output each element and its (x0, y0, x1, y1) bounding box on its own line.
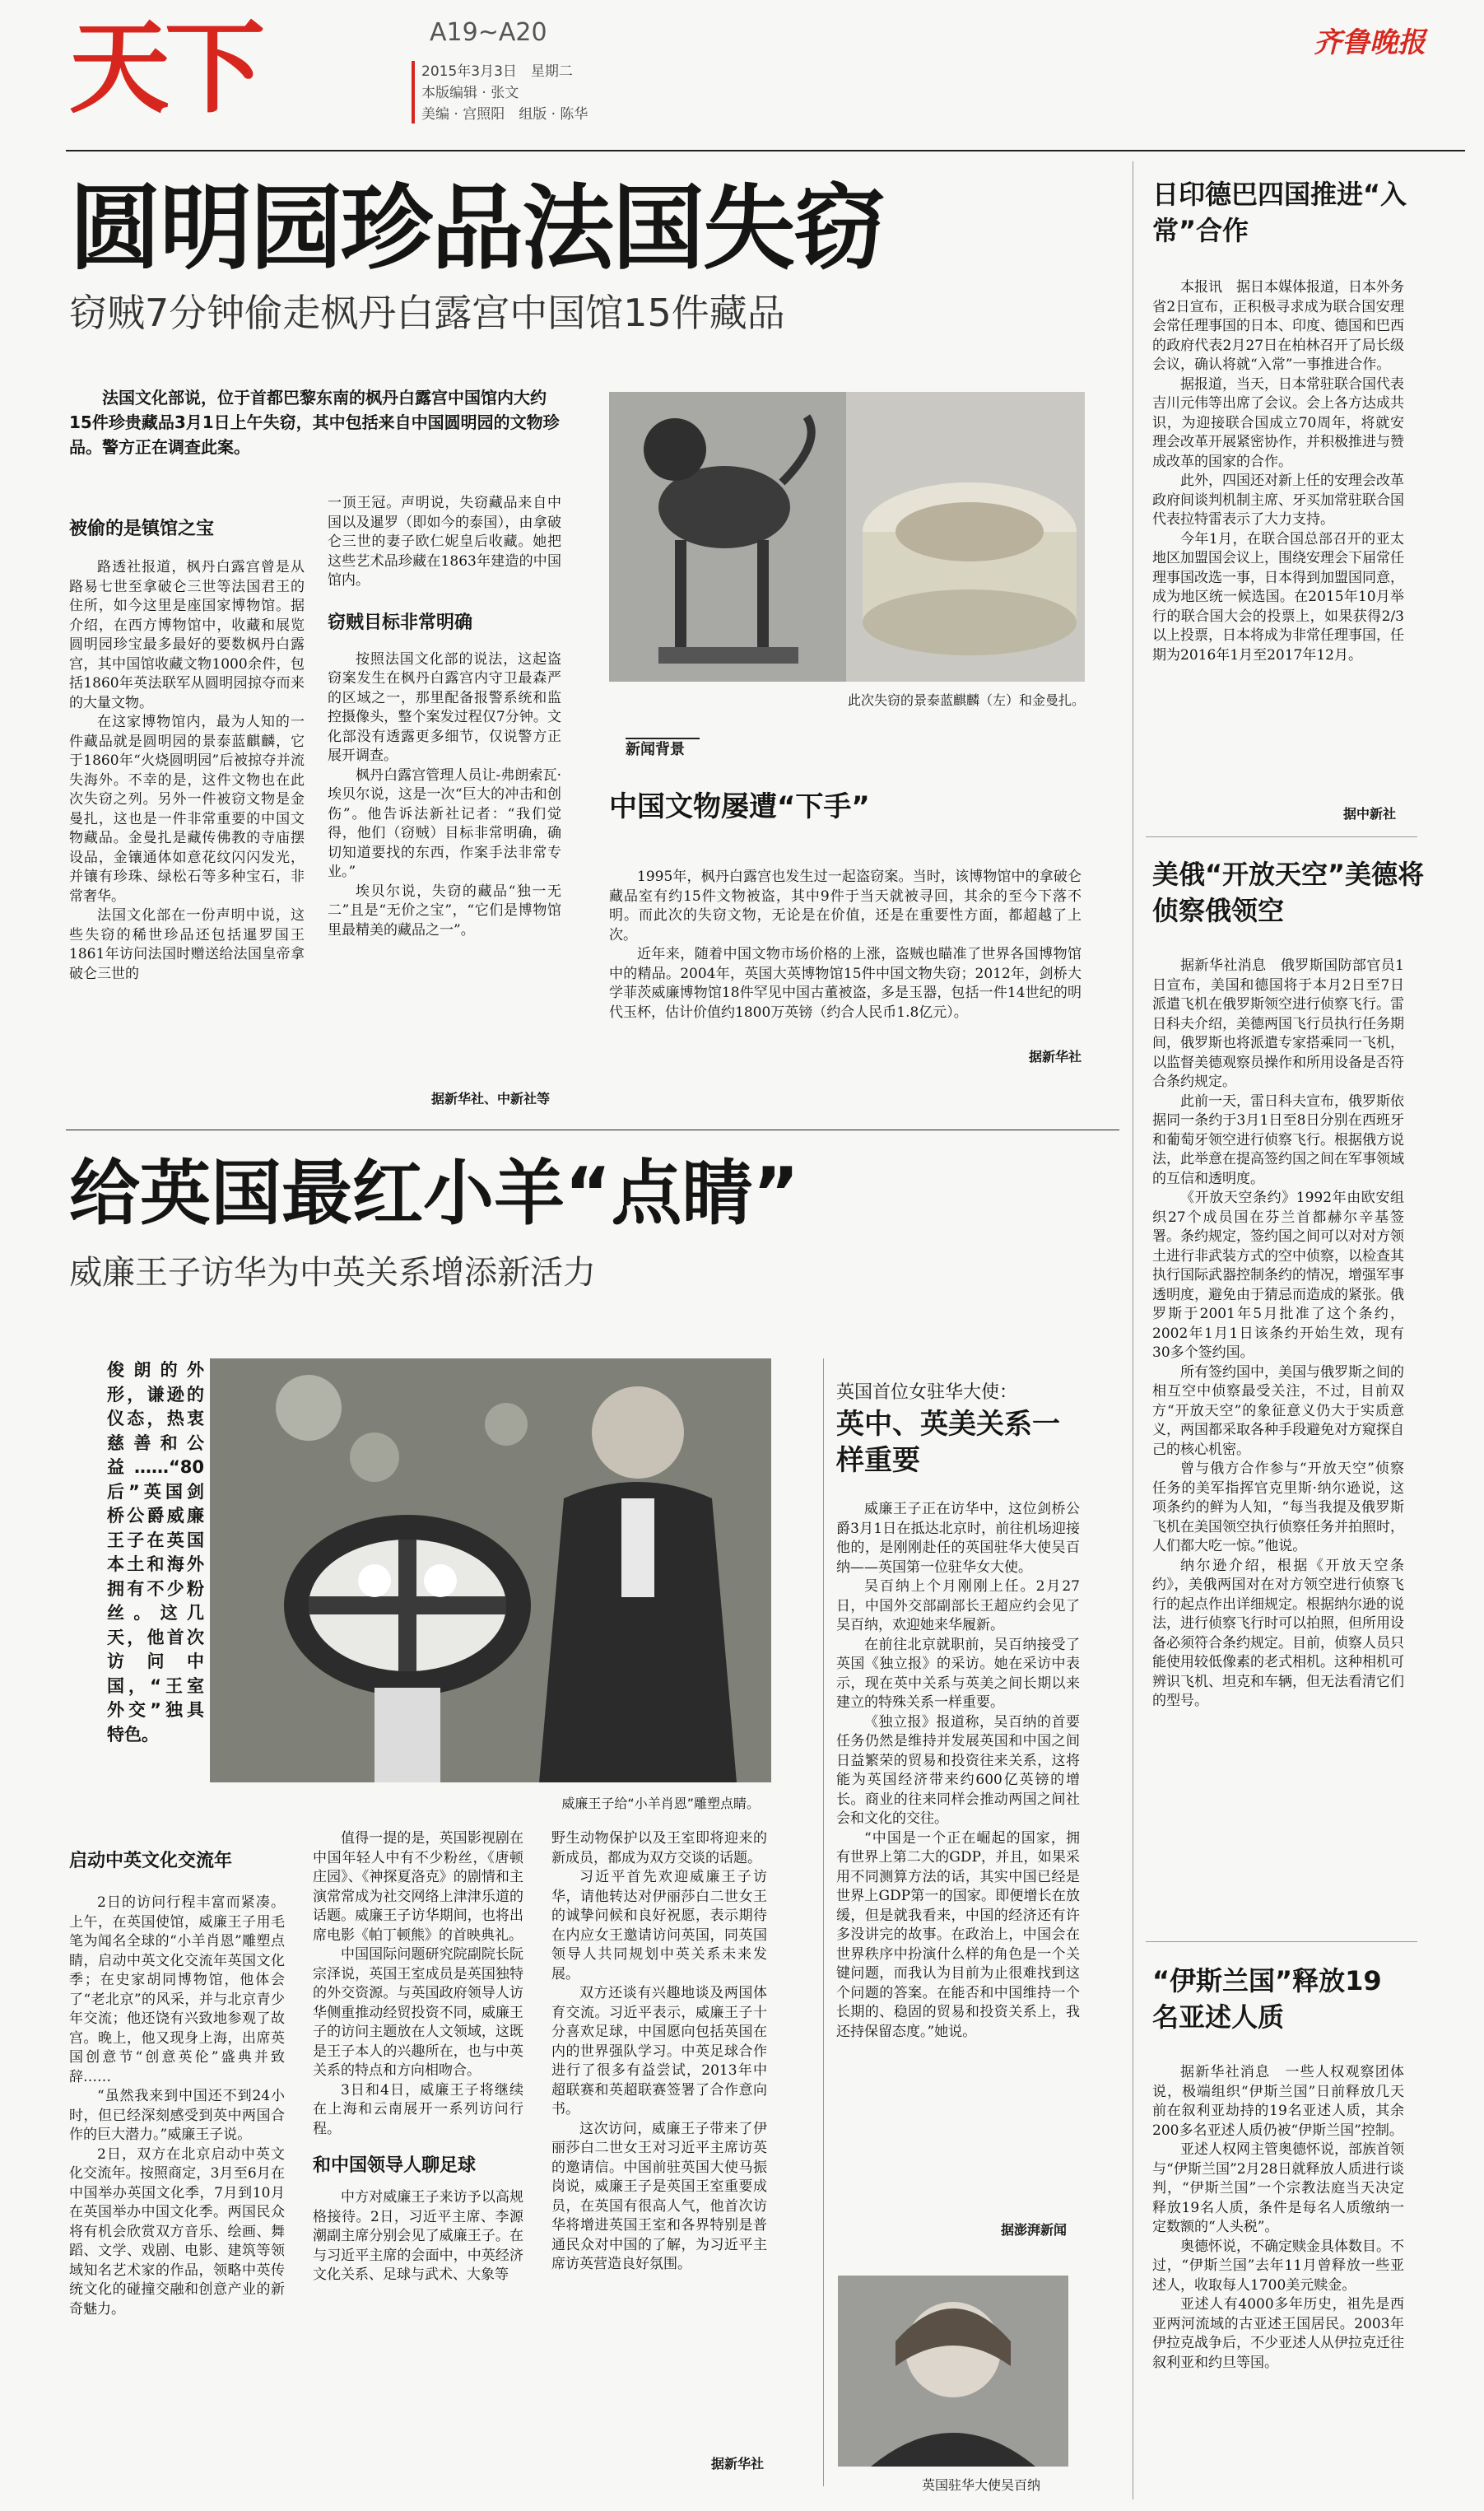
story2-col3-para: 习近平首先欢迎威廉王子访华，请他转达对伊丽莎白二世女王的诚挚问候和良好祝愿，表示期待在内应女王邀请访问英国，同英国领导人共同规划中英关系未来发展。 (551, 1869, 767, 1982)
story1-credit: 据新华社、中新社等 (430, 1091, 550, 1106)
story1-sub1: 被偷的是镇馆之宝 (69, 519, 215, 539)
right-b-headline: 美俄“开放天空”美德将侦察俄领空 (1152, 859, 1425, 926)
right-c-para: 亚述人有4000多年历史，祖先是西亚两河流域的古亚述王国居民。2003年伊拉克战争后，不少亚述人从伊拉克迁往叙利亚和约旦等国。 (1152, 2296, 1404, 2371)
sidebar-para: 在前往北京就职前，吴百纳接受了英国《独立报》的采访。她在采访中表示，现在英中关系与英美之间长期以来建立的特殊关系一样重要。 (836, 1636, 1080, 1711)
right-c-headline: “伊斯兰国”释放19名亚述人质 (1152, 1965, 1382, 2033)
right-a-headline: 日印德巴四国推进“入常”合作 (1152, 179, 1407, 246)
issue-date: 2015年3月3日 (421, 63, 517, 80)
story2-col3-para: 这次访问，威廉王子带来了伊丽莎白二世女王对习近平主席访英的邀请信。中国前驻英国大使马振岗说，威廉王子是英国王室重要成员，在英国有很高人气，他首次访华将增进英国王室和各界特别是普通民众对中国的了解，为习近平主席访英营造良好氛围。 (551, 2120, 767, 2272)
prince-photo-caption: 威廉王子给“小羊肖恩”雕塑点睛。 (561, 1796, 760, 1811)
story1-col2 (328, 494, 561, 940)
issue-weekday: 星期二 (530, 63, 573, 80)
story1-col2-para: 埃贝尔说，失窃的藏品“独一无二”且是“无价之宝”，“它们是博物馆里最精美的藏品之一”。 (328, 883, 561, 939)
story2-col3-para: 双方还谈有兴趣地谈及两国体育交流。习近平表示，威廉王子十分喜欢足球，中国愿向包括英国在内的世界强队学习。中英足球合作进行了很多有益尝试，2013年中超联赛和英超联赛签署了合作意向书。 (551, 1985, 767, 2117)
newspaper-logo: 齐鲁晚报 (1314, 26, 1426, 59)
story2-col2-para: 中国国际问题研究院副院长阮宗泽说，英国王室成员是英国独特的外交资源。与英国政府领导人访华侧重推动经贸投资不同，威廉王子的访问主题放在人文领域，这既是王子本人的兴趣所在，也与中英关系的特点和方向相吻合。 (313, 1946, 523, 2079)
ambassador-photo (838, 2276, 1068, 2467)
right-a-credit: 据中新社 (1342, 806, 1396, 822)
header-meta (421, 61, 588, 125)
right-c-para: 奥德怀说，不确定赎金具体数目。不过，“伊斯兰国”去年11月曾释放一些亚述人，收取每人1700美元赎金。 (1152, 2238, 1404, 2294)
story1-deck: 窃贼7分钟偷走枫丹白露宫中国馆15件藏品 (69, 291, 785, 335)
sidebar-credit: 据澎湃新闻 (1000, 2222, 1067, 2238)
right-a-para: 据报道，当天，日本常驻联合国代表吉川元伟等出席了会议。会上各方达成共识，为迎接联合国成立70周年，将就安理会改革开展紧密协作，并积极推进与赞成改革的国家的合作。 (1152, 375, 1404, 470)
page-numbers: A19~A20 (430, 18, 547, 47)
right-c-para: 据新华社消息 一些人权观察团体说，极端组织“伊斯兰国”日前释放几天前在叙利亚劫持的19名亚述人质，其余200多名亚述人质仍被“伊斯兰国”控制。 (1152, 2064, 1404, 2139)
story2-col2 (313, 1829, 523, 2285)
header-accent-bar (412, 61, 415, 123)
story2-col1-para: “虽然我来到中国还不到24小时，但已经深刻感受到英中两国合作的巨大潜力。”威廉王子说。 (69, 2088, 285, 2143)
right-c-body (1152, 2063, 1404, 2373)
story2-col3-credit: 据新华社 (710, 2456, 764, 2471)
story2-col3-para: 野生动物保护以及王室即将迎来的新成员，都成为双方交谈的话题。 (551, 1830, 767, 1866)
story1-lead-text: 法国文化部说，位于首都巴黎东南的枫丹白露宫中国馆内大约15件珍贵藏品3月1日上午失窃，其中包括来自中国圆明园的文物珍品。警方正在调查此案。 (69, 388, 560, 457)
story2-col1-para: 2日，双方在北京启动中英文化交流年。按照商定，3月至6月在中国举办英国文化季，7月到10月在英国举办中国文化季。两国民众将有机会欣赏双方音乐、绘画、舞蹈、文学、戏剧、电影、建筑等领域知名艺术家的作品，领略中英传统文化的碰撞交融和创意产业的新奇魅力。 (69, 2145, 285, 2318)
story2-headline: 给英国最红小羊“点睛” (69, 1153, 800, 1235)
editor-credit: 本版编辑 · 张文 (421, 85, 519, 101)
right-b-para: 纳尔逊介绍，根据《开放天空条约》，美俄两国对在对方领空进行侦察飞行的起点作出详细规定。根据纳尔逊的说法，进行侦察飞行时可以拍照，但所用设备必须符合条约规定。目前，侦察人员只能使用较低像素的老式相机。这种相机可辨识飞机、坦克和车辆，但无法看清它们的型号。 (1152, 1557, 1404, 1709)
background-body (609, 868, 1082, 1023)
background-tag (626, 738, 700, 761)
background-para: 近年来，随着中国文物市场价格的上涨，盗贼也瞄准了世界各国博物馆中的精品。2004年，英国大英博物馆15件中国文物失窃；2012年，剑桥大学菲茨威廉博物馆18件罕见中国古董被盗，多是玉器，包括一件14世纪的明代玉杯，估计价值约1800万英镑（约合人民币1.8亿元）。 (609, 946, 1082, 1021)
section-title: 天下 (69, 10, 260, 127)
story1-col1 (69, 558, 305, 984)
sidebar-kicker: 英国首位女驻华大使： (836, 1382, 1018, 1403)
right-b-para: 曾与俄方合作参与“开放天空”侦察任务的美军指挥官克里斯·纳尔逊说，这项条约的鲜为人知，“每当我提及俄罗斯飞机在美国领空执行侦察任务并拍照时，人们都大吃一惊。”他说。 (1152, 1460, 1404, 1554)
story1-col1-para: 法国文化部在一份声明中说，这些失窃的稀世珍品还包括暹罗国王1861年访问法国时赠送给法国皇帝拿破仑三世的 (69, 907, 305, 982)
background-para: 1995年，枫丹白露宫也发生过一起盗窃案。当时，该博物馆中的拿破仑藏品室有约15件文物被盗，其中9件于当天就被寻回，其余的至今下落不明。而此次的失窃文物，无论是在价值，还是在重要性方面，都超越了上次。 (609, 869, 1082, 943)
story2-col2-para: 值得一提的是，英国影视剧在中国年轻人中有不少粉丝，《唐顿庄园》、《神探夏洛克》的剧情和主演常常成为社交网络上津津乐道的话题。威廉王子访华期间，也将出席电影《帕丁顿熊》的首映典礼。 (313, 1830, 523, 1944)
right-b-para: 据新华社消息 俄罗斯国防部官员1日宣布，美国和德国将于本月2日至7日派遣飞机在俄罗斯领空进行侦察飞行。雷日科夫介绍，美德两国飞行员执行任务期间，俄罗斯也将派遣专家搭乘同一飞机，以监督美德观察员操作和所用设备是否符合条约规定。 (1152, 957, 1404, 1090)
ambassador-photo-graphic (838, 2276, 1068, 2467)
story2-col2-para: 3日和4日，威廉王子将继续在上海和云南展开一系列访问行程。 (313, 2081, 523, 2137)
story2-col1-para: 2日的访问行程丰富而紧凑。上午，在英国使馆，威廉王子用毛笔为闻名全球的“小羊肖恩”雕塑点睛，启动中英文化交流年英国文化季；在史家胡同博物馆，他体会了“老北京”的风采，并与北京青少年交流；他还饶有兴致地参观了故宫。晚上，他又现身上海，出席英国创意节“创意英伦”盛典并致辞…… (69, 1894, 285, 2085)
sidebar-para: 《独立报》报道称，吴百纳的首要任务仍然是维持并发展英国和中国之间日益繁荣的贸易和投资往来关系，这将能为英国经济带来约600亿英镑的增长。商业的往来同样会推动两国之间社会和文化的交往。 (836, 1713, 1080, 1827)
story1-col2-para: 按照法国文化部的说法，这起盗窃案发生在枫丹白露宫内守卫最森严的区域之一，那里配备报警系统和监控摄像头，整个案发过程仅7分钟。文化部没有透露更多细节，仅说警方正展开调查。 (328, 650, 561, 764)
story1-col1-para: 在这家博物馆内，最为人知的一件藏品就是圆明园的景泰蓝麒麟，它于1860年“火烧圆明园”后被掠夺并流失海外。不幸的是，这件文物也在此次失窃之列。另外一件被窃文物是金曼扎，这也是一件非常重要的中国文物藏品。金曼扎是藏传佛教的寺庙摆设品，金镶通体如意花纹闪闪发光，并镶有珍珠、绿松石等多种宝石，非常奢华。 (69, 714, 305, 905)
section-logo (69, 10, 341, 127)
artifact-photo (609, 392, 1085, 682)
prince-photo-graphic (210, 1358, 771, 1782)
story2-col1 (69, 1894, 285, 2319)
right-b-para: 《开放天空条约》1992年由欧安组织27个成员国在芬兰首都赫尔辛基签署。条约规定，签约国之间可以对对方领土进行非武装方式的空中侦察，以检查其执行国际武器控制条约的情况，增强军事透明度，避免由于猜忌而造成的紧张。俄罗斯于2001年5月批准了这个条约，2002年1月1日该条约开始生效，现有30多个签约国。 (1152, 1190, 1404, 1361)
artifact-photo-caption: 此次失窃的景泰蓝麒麟（左）和金曼扎。 (847, 692, 1085, 708)
story1-col1-para: 路透社报道，枫丹白露宫曾是从路易七世至拿破仑三世等法国君王的住所，如今这里是座国家博物馆。据介绍，在西方博物馆中，收藏和展览圆明园珍宝最多最好的要数枫丹白露宫，其中国馆收藏文物1000余件，包括1860年英法联军从圆明园掠夺而来的大量文物。 (69, 559, 305, 711)
story2-intro: 俊朗的外形，谦逊的仪态，热衷慈善和公益……“80后”英国剑桥公爵威廉王子在英国本土和海外拥有不少粉丝。这几天，他首次访问中国，“王室外交”独具特色。 (107, 1360, 204, 1745)
right-a-body (1152, 278, 1404, 665)
artifact-photo-graphic (609, 392, 1085, 682)
story1-sub2: 窃贼目标非常明确 (328, 612, 473, 633)
story1-lead (69, 385, 560, 459)
design-credit: 美编 · 宫照阳 组版 · 陈华 (421, 106, 588, 123)
right-b-para: 此前一天，雷日科夫宣布，俄罗斯依据同一条约于3月1日至8日分别在西班牙和葡萄牙领空进行侦察飞行。根据俄方说法，此举意在提高签约国之间在军事领域的互信和透明度。 (1152, 1092, 1404, 1187)
story2-col3 (551, 1829, 767, 2275)
story1-col2-para: 枫丹白露宫管理人员让-弗朗索瓦·埃贝尔说，这是一次“巨大的冲击和创伤”。他告诉法新社记者：“我们觉得，他们（窃贼）目标非常明确，确切知道要找的东西，作案手法非常专业。” (328, 766, 561, 880)
story2-sub1: 启动中英文化交流年 (69, 1851, 233, 1871)
background-headline: 中国文物屡遭“下手” (609, 790, 870, 823)
sidebar-para: “中国是一个正在崛起的国家，拥有世界上第二大的GDP，并且，如果采用不同测算方法的话，其实中国已经是世界上GDP第一的国家。即便增长在放缓，但是就我看来，中国的经济还有许多没讲完的故事。在政治上，中国会在世界秩序中扮演什么样的角色是一个关键问题，而我认为目前为止很难找到这个问题的答案。在能否和中国维持一个长期的、稳固的贸易和投资关系上，我还持保留态度。”她说。 (836, 1829, 1080, 2040)
sidebar-headline: 英中、英美关系一样重要 (836, 1408, 1060, 1477)
sidebar-para: 威廉王子正在访华中，这位剑桥公爵3月1日在抵达北京时，前往机场迎接他的，是刚刚赴任的英国驻华大使吴百纳——英国第一位驻华女大使。 (836, 1501, 1080, 1576)
sidebar-para: 吴百纳上个月刚刚上任。2月27日，中国外交部副部长王超应约会见了吴百纳，欢迎她来华履新。 (836, 1578, 1080, 1633)
right-c-para: 亚述人权网主管奥德怀说，部族首领与“伊斯兰国”2月28日就释放人质进行谈判，“伊斯兰国”一个宗教法庭当天决定释放19名人质，条件是每名人质缴纳一定数额的“人头税”。 (1152, 2141, 1404, 2235)
right-a-para: 本报讯 据日本媒体报道，日本外务省2日宣布，正积极寻求成为联合国安理会常任理事国的日本、印度、德国和巴西的政府代表2月27日在柏林召开了局长级会议，确认将就“入常”一事推进合作。 (1152, 279, 1404, 373)
story1-headline: 圆明园珍品法国失窃 (69, 175, 884, 282)
ambassador-caption: 英国驻华大使吴百纳 (922, 2477, 1041, 2493)
right-b-para: 所有签约国中，美国与俄罗斯之间的相互空中侦察最受关注，不过，目前双方“开放天空”的象征意义仍大于实质意义，两国都采取各种手段避免对方窥探自己的核心机密。 (1152, 1363, 1404, 1458)
story2-col2-para: 中方对威廉王子来访予以高规格接待。2日，习近平主席、李源潮副主席分别会见了威廉王子。在与习近平主席的会面中，中英经济文化关系、足球与武术、大象等 (313, 2189, 523, 2283)
sidebar-body (836, 1500, 1080, 2042)
right-a-para: 此外，四国还对新上任的安理会改革政府间谈判机制主席、牙买加常驻联合国代表拉特雷表示了大力支持。 (1152, 473, 1404, 528)
right-b-body (1152, 957, 1404, 1712)
story2-sub2: 和中国领导人聊足球 (313, 2155, 477, 2176)
background-credit: 据新华社 (1028, 1049, 1082, 1064)
background-tag-label: 新闻背景 (626, 741, 685, 758)
prince-photo (210, 1358, 771, 1782)
story2-deck: 威廉王子访华为中英关系增添新活力 (69, 1254, 596, 1292)
right-a-para: 今年1月，在联合国总部召开的亚太地区加盟国会议上，围绕安理会下届常任理事国改选一事，日本得到加盟国同意，成为地区统一候选国。在2015年10月举行的联合国大会的投票上，如果获得2/3以上投票，日本将成为非常任理事国，任期为2016年1月至2017年12月。 (1152, 530, 1404, 664)
story1-col2-para: 一顶王冠。声明说，失窃藏品来自中国以及暹罗（即如今的泰国），由拿破仑三世的妻子欧仁妮皇后收藏。她把这些艺术品珍藏在1863年建造的中国馆内。 (328, 495, 561, 589)
